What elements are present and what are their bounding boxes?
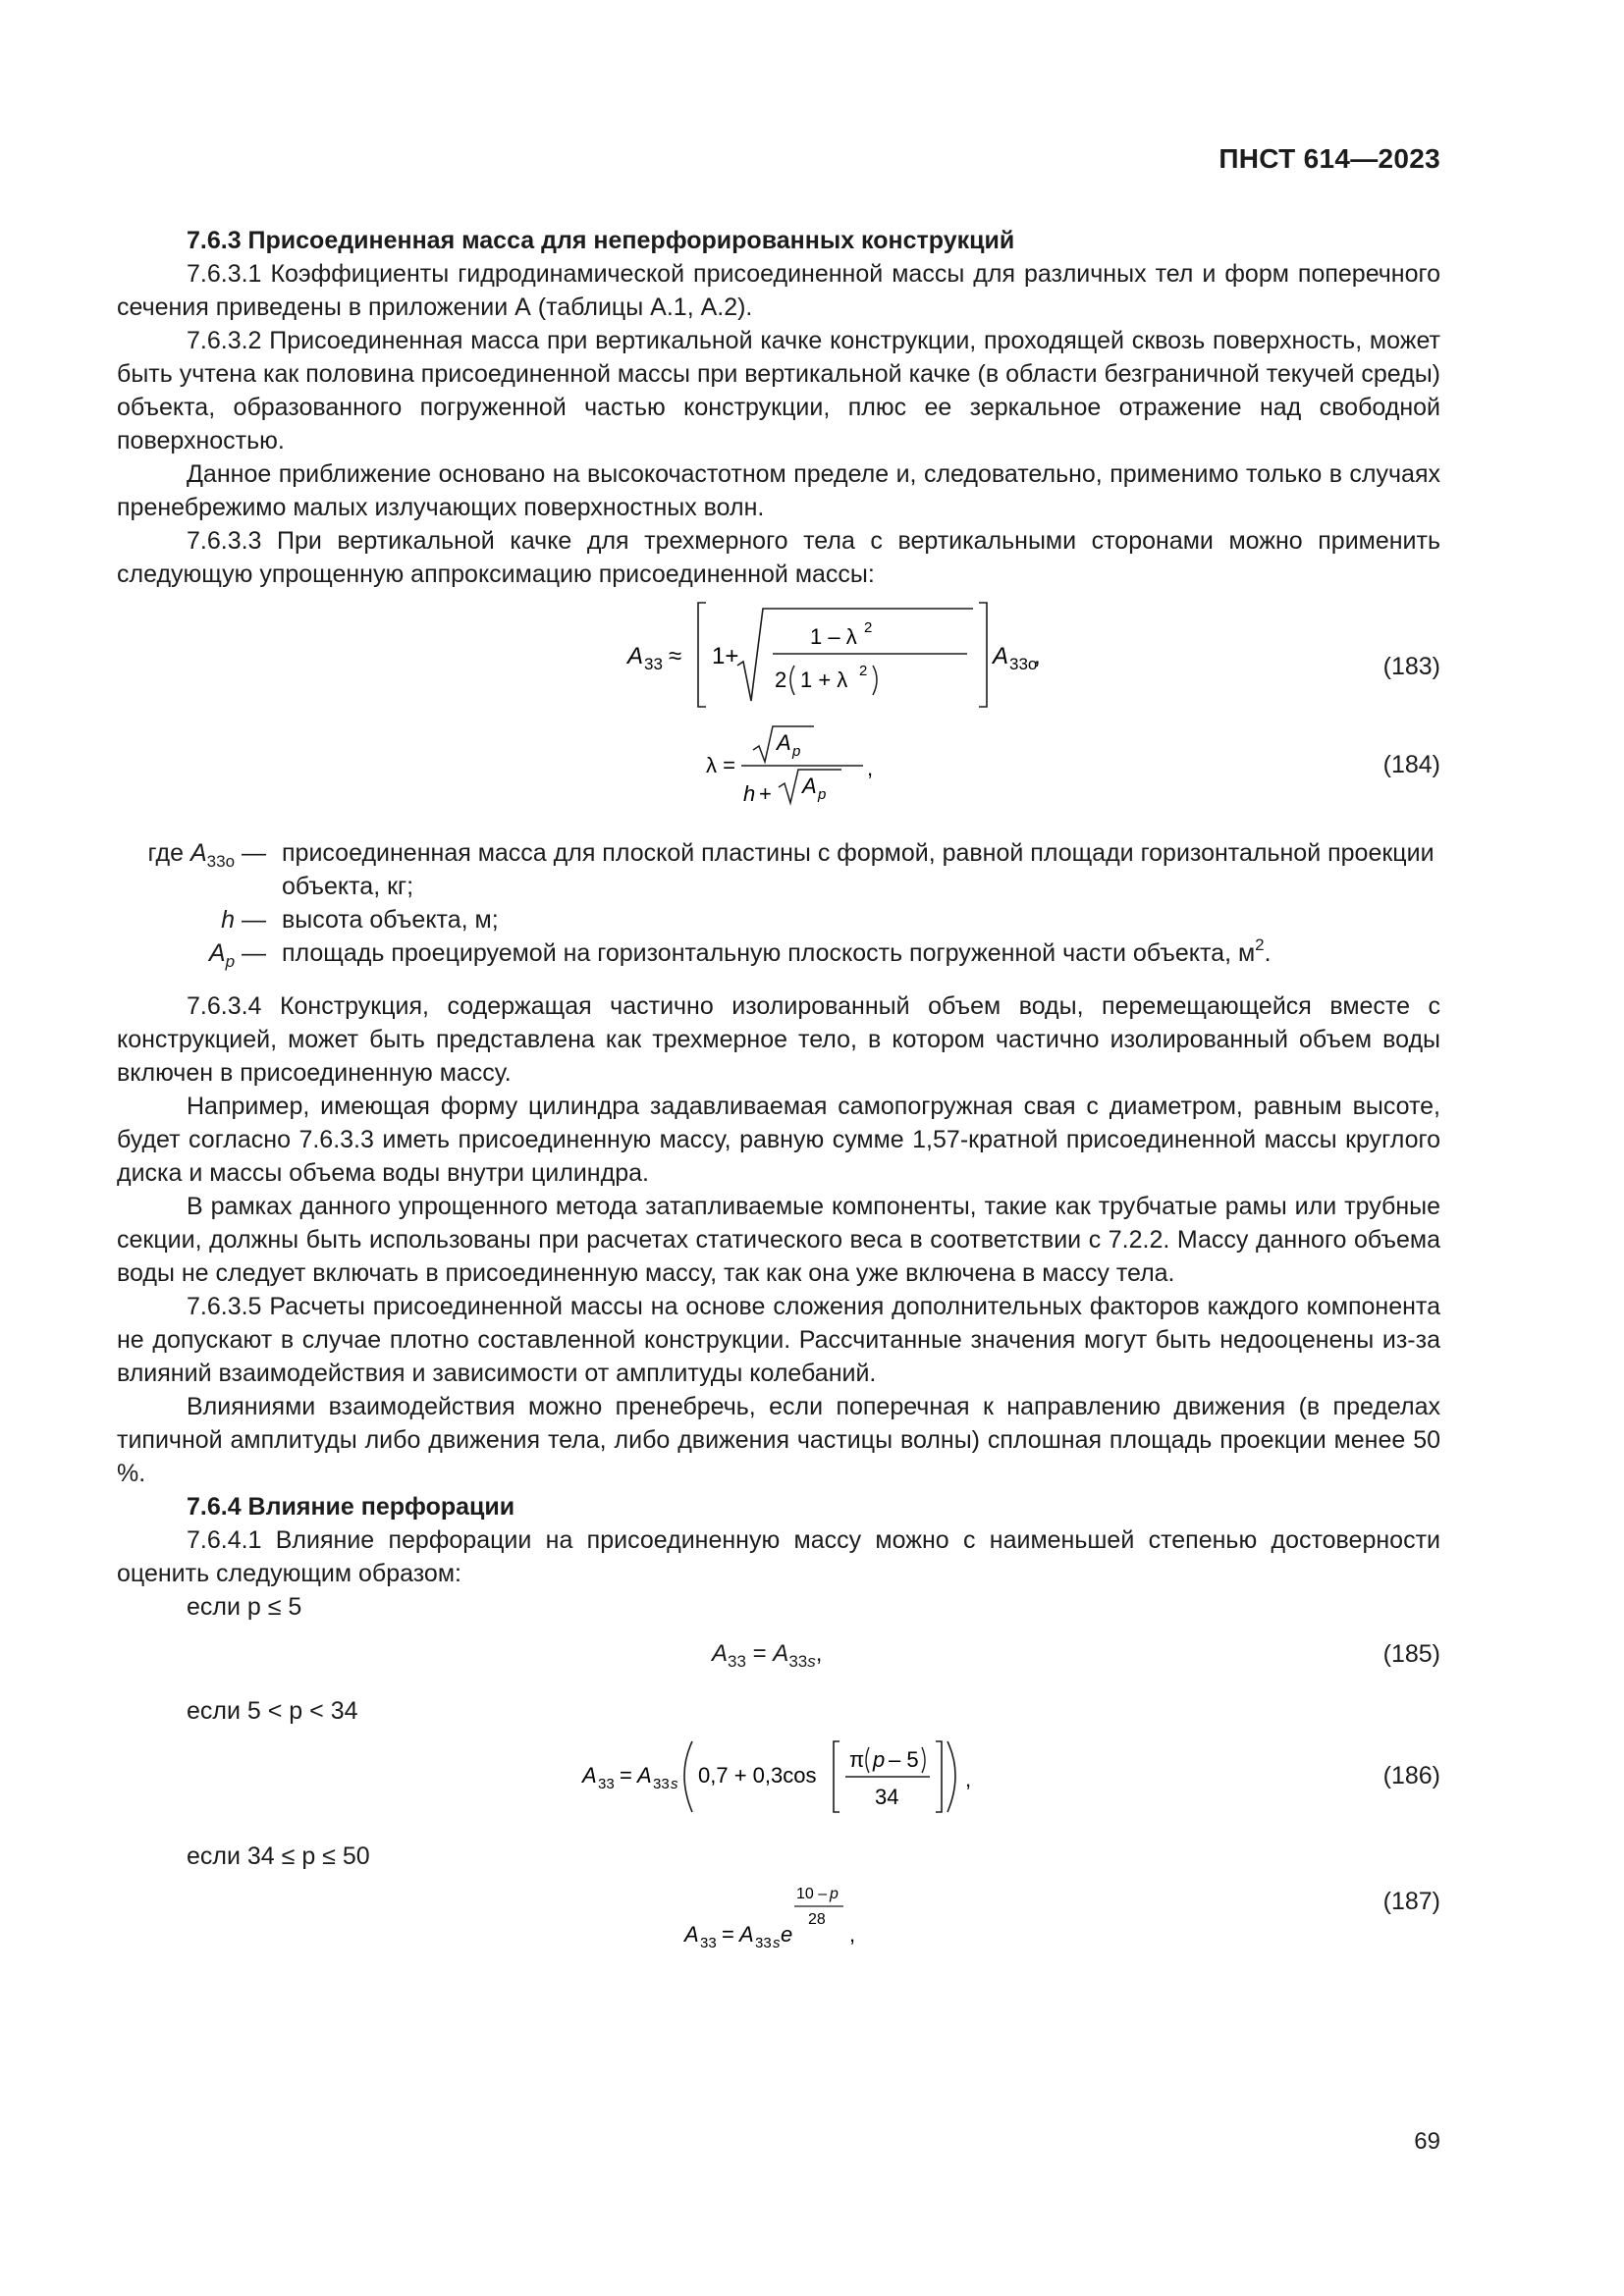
- condition-3: если 34 ≤ p ≤ 50: [187, 1842, 370, 1870]
- equation-187: [117, 1873, 1440, 1961]
- formula-186: [582, 1728, 995, 1822]
- paragraph-7-6-4-1: 7.6.4.1 Влияние перфорации на присоединенную массу можно с наименьшей степенью достоверности оценить следующим образом:: [117, 1526, 1440, 1587]
- where-word: где: [147, 839, 185, 867]
- svg-text:A: A: [627, 643, 644, 669]
- svg-text:e: e: [781, 1922, 793, 1947]
- svg-text:,: ,: [867, 756, 874, 780]
- svg-text:33о: 33о: [1009, 655, 1038, 673]
- definition-h: h — высота объекта, м;: [117, 903, 1440, 936]
- svg-text:A: A: [637, 1763, 652, 1788]
- page-content: [117, 224, 1440, 1961]
- svg-text:h: h: [743, 781, 756, 806]
- svg-text:2: 2: [864, 619, 873, 636]
- equation-183-number: (183): [1382, 653, 1440, 680]
- section-7-6-3-heading: 7.6.3 Присоединенная масса для неперфорированных конструкций: [187, 227, 1015, 254]
- svg-text:s: s: [671, 1776, 678, 1792]
- svg-text:2: 2: [859, 663, 868, 679]
- paragraph-interaction: Влияниями взаимодействия можно пренебречь, если поперечная к направлению движения (в пределах типичной амплитуды либо движения тела, либо движения частицы волны) сплошная площадь проекции менее 50 %.: [117, 1393, 1440, 1487]
- svg-text:A: A: [684, 1922, 699, 1947]
- svg-text:1 – λ: 1 – λ: [810, 624, 857, 649]
- formula-184: [706, 719, 902, 813]
- svg-text:+: +: [759, 781, 772, 806]
- section-7-6-4-heading: 7.6.4 Влияние перфорации: [187, 1493, 515, 1521]
- svg-text:28: 28: [808, 1911, 826, 1928]
- document-code-header: ПНСТ 614—2023: [1218, 143, 1440, 174]
- paragraph-7-6-3-3: 7.6.3.3 При вертикальной качке для трехмерного тела с вертикальными сторонами можно применить следующую упрощенную аппроксимацию присоединенной массы:: [117, 527, 1440, 588]
- condition-1: если p ≤ 5: [187, 1593, 302, 1621]
- equation-185-number: (185): [1382, 1640, 1440, 1668]
- svg-text:≈: ≈: [669, 643, 682, 669]
- svg-text:λ =: λ =: [706, 753, 735, 777]
- equation-184-number: (184): [1382, 751, 1440, 778]
- page-number: 69: [1414, 2128, 1440, 2155]
- svg-text:=: =: [620, 1763, 632, 1788]
- svg-text:p: p: [830, 1886, 839, 1902]
- definition-h-text: высота объекта, м;: [282, 906, 499, 934]
- definition-A33o-text: присоединенная масса для плоской пластины с формой, равной площади горизонтальной проекции объекта, кг;: [282, 839, 1435, 900]
- svg-text:=: =: [722, 1922, 734, 1947]
- svg-text:,: ,: [1034, 643, 1041, 669]
- svg-text:1+: 1+: [712, 643, 739, 669]
- symbol-definitions: [117, 836, 1440, 970]
- svg-text:,: ,: [849, 1922, 856, 1947]
- definition-Ap-end: .: [1264, 939, 1272, 967]
- svg-text:33: 33: [598, 1776, 615, 1792]
- paragraph-7-6-3-5: 7.6.3.5 Расчеты присоединенной массы на основе сложения дополнительных факторов каждого компонента не допускают в случае плотно составленной конструкции. Рассчитанные значения могут быть недооценены из-за влияний взаимодействия и зависимости от амплитуды колебаний.: [117, 1293, 1440, 1387]
- svg-text:33: 33: [644, 655, 663, 673]
- svg-text:10 –: 10 –: [796, 1886, 828, 1902]
- equation-183: [117, 591, 1440, 719]
- paragraph-example: Например, имеющая форму цилиндра задавливаемая самопогружная свая с диаметром, равным высоте, будет согласно 7.6.3.3 иметь присоединенную массу, равную сумме 1,57-кратной присоединенной массы круглого диска и массы объема воды внутри цилиндра.: [117, 1093, 1440, 1187]
- svg-text:33: 33: [653, 1776, 670, 1792]
- definition-Ap-superscript: 2: [1255, 935, 1265, 954]
- svg-text:π: π: [849, 1747, 865, 1772]
- svg-text:A: A: [777, 730, 791, 755]
- equation-187-number: (187): [1382, 1888, 1440, 1915]
- definition-Ap: $A_p$ — площадь проецируемой на горизонтальную плоскость погруженной части объекта, $м^2$.: [208, 935, 1272, 971]
- formula-183: [627, 591, 1040, 719]
- svg-text:33: 33: [755, 1935, 772, 1951]
- svg-text:34: 34: [875, 1785, 899, 1809]
- svg-text:p: p: [792, 743, 801, 760]
- formula-185: $A_{33} = A_{33s}$,: [712, 1640, 823, 1671]
- equation-184: [117, 719, 1440, 817]
- definition-Ap-text: площадь проецируемой на горизонтальную плоскость погруженной части объекта, м: [282, 939, 1256, 967]
- condition-2: если 5 < p < 34: [187, 1697, 358, 1725]
- equation-186: [117, 1728, 1440, 1826]
- paragraph-7-6-3-2: 7.6.3.2 Присоединенная масса при вертикальной качке конструкции, проходящей сквозь поверхность, может быть учтена как половина присоединенной массы при вертикальной качке (в области безграничной текучей среды) объекта, образованного погруженной частью конструкции, плюс ее зеркальное отражение над свободной поверхностью.: [117, 327, 1440, 454]
- svg-text:A: A: [993, 643, 1009, 669]
- svg-text:A: A: [802, 774, 817, 798]
- equation-186-number: (186): [1382, 1762, 1440, 1789]
- svg-text:A: A: [739, 1922, 754, 1947]
- definition-A33o: где $A_{33о}$ — присоединенная масса для плоской пластины с формой, равной площади горизонтальной проекции объекта, кг;: [117, 836, 1440, 903]
- formula-187: [684, 1879, 940, 1967]
- paragraph-approximation: Данное приближение основано на высокочастотном пределе и, следовательно, применимо только в случаях пренебрежимо малых излучающих поверхностных волн.: [117, 460, 1440, 521]
- svg-text:A: A: [582, 1763, 597, 1788]
- svg-text:p: p: [818, 786, 827, 803]
- equation-185: [117, 1624, 1440, 1690]
- svg-text:33: 33: [700, 1935, 717, 1951]
- svg-text:1 + λ: 1 + λ: [800, 667, 848, 692]
- paragraph-7-6-3-4: 7.6.3.4 Конструкция, содержащая частично изолированный объем воды, перемещающейся вместе с конструкцией, может быть представлена как трехмерное тело, в котором частично изолированный объем воды включен в присоединенную массу.: [117, 992, 1440, 1087]
- svg-text:– 5: – 5: [889, 1747, 919, 1772]
- svg-text:,: ,: [965, 1767, 972, 1791]
- svg-text:0,7 + 0,3cos: 0,7 + 0,3cos: [698, 1763, 817, 1788]
- svg-text:2: 2: [775, 667, 787, 692]
- svg-text:s: s: [773, 1935, 781, 1951]
- paragraph-7-6-3-1: 7.6.3.1 Коэффициенты гидродинамической присоединенной массы для различных тел и форм поперечного сечения приведены в приложении А (таблицы А.1, А.2).: [117, 260, 1440, 321]
- svg-text:p: p: [873, 1747, 886, 1772]
- paragraph-simplified-method: В рамках данного упрощенного метода затапливаемые компоненты, такие как трубчатые рамы или трубные секции, должны быть использованы при расчетах статического веса в соответствии с 7.2.2. Массу данного объема воды не следует включать в присоединенную массу, так как она уже включена в массу тела.: [117, 1193, 1440, 1287]
